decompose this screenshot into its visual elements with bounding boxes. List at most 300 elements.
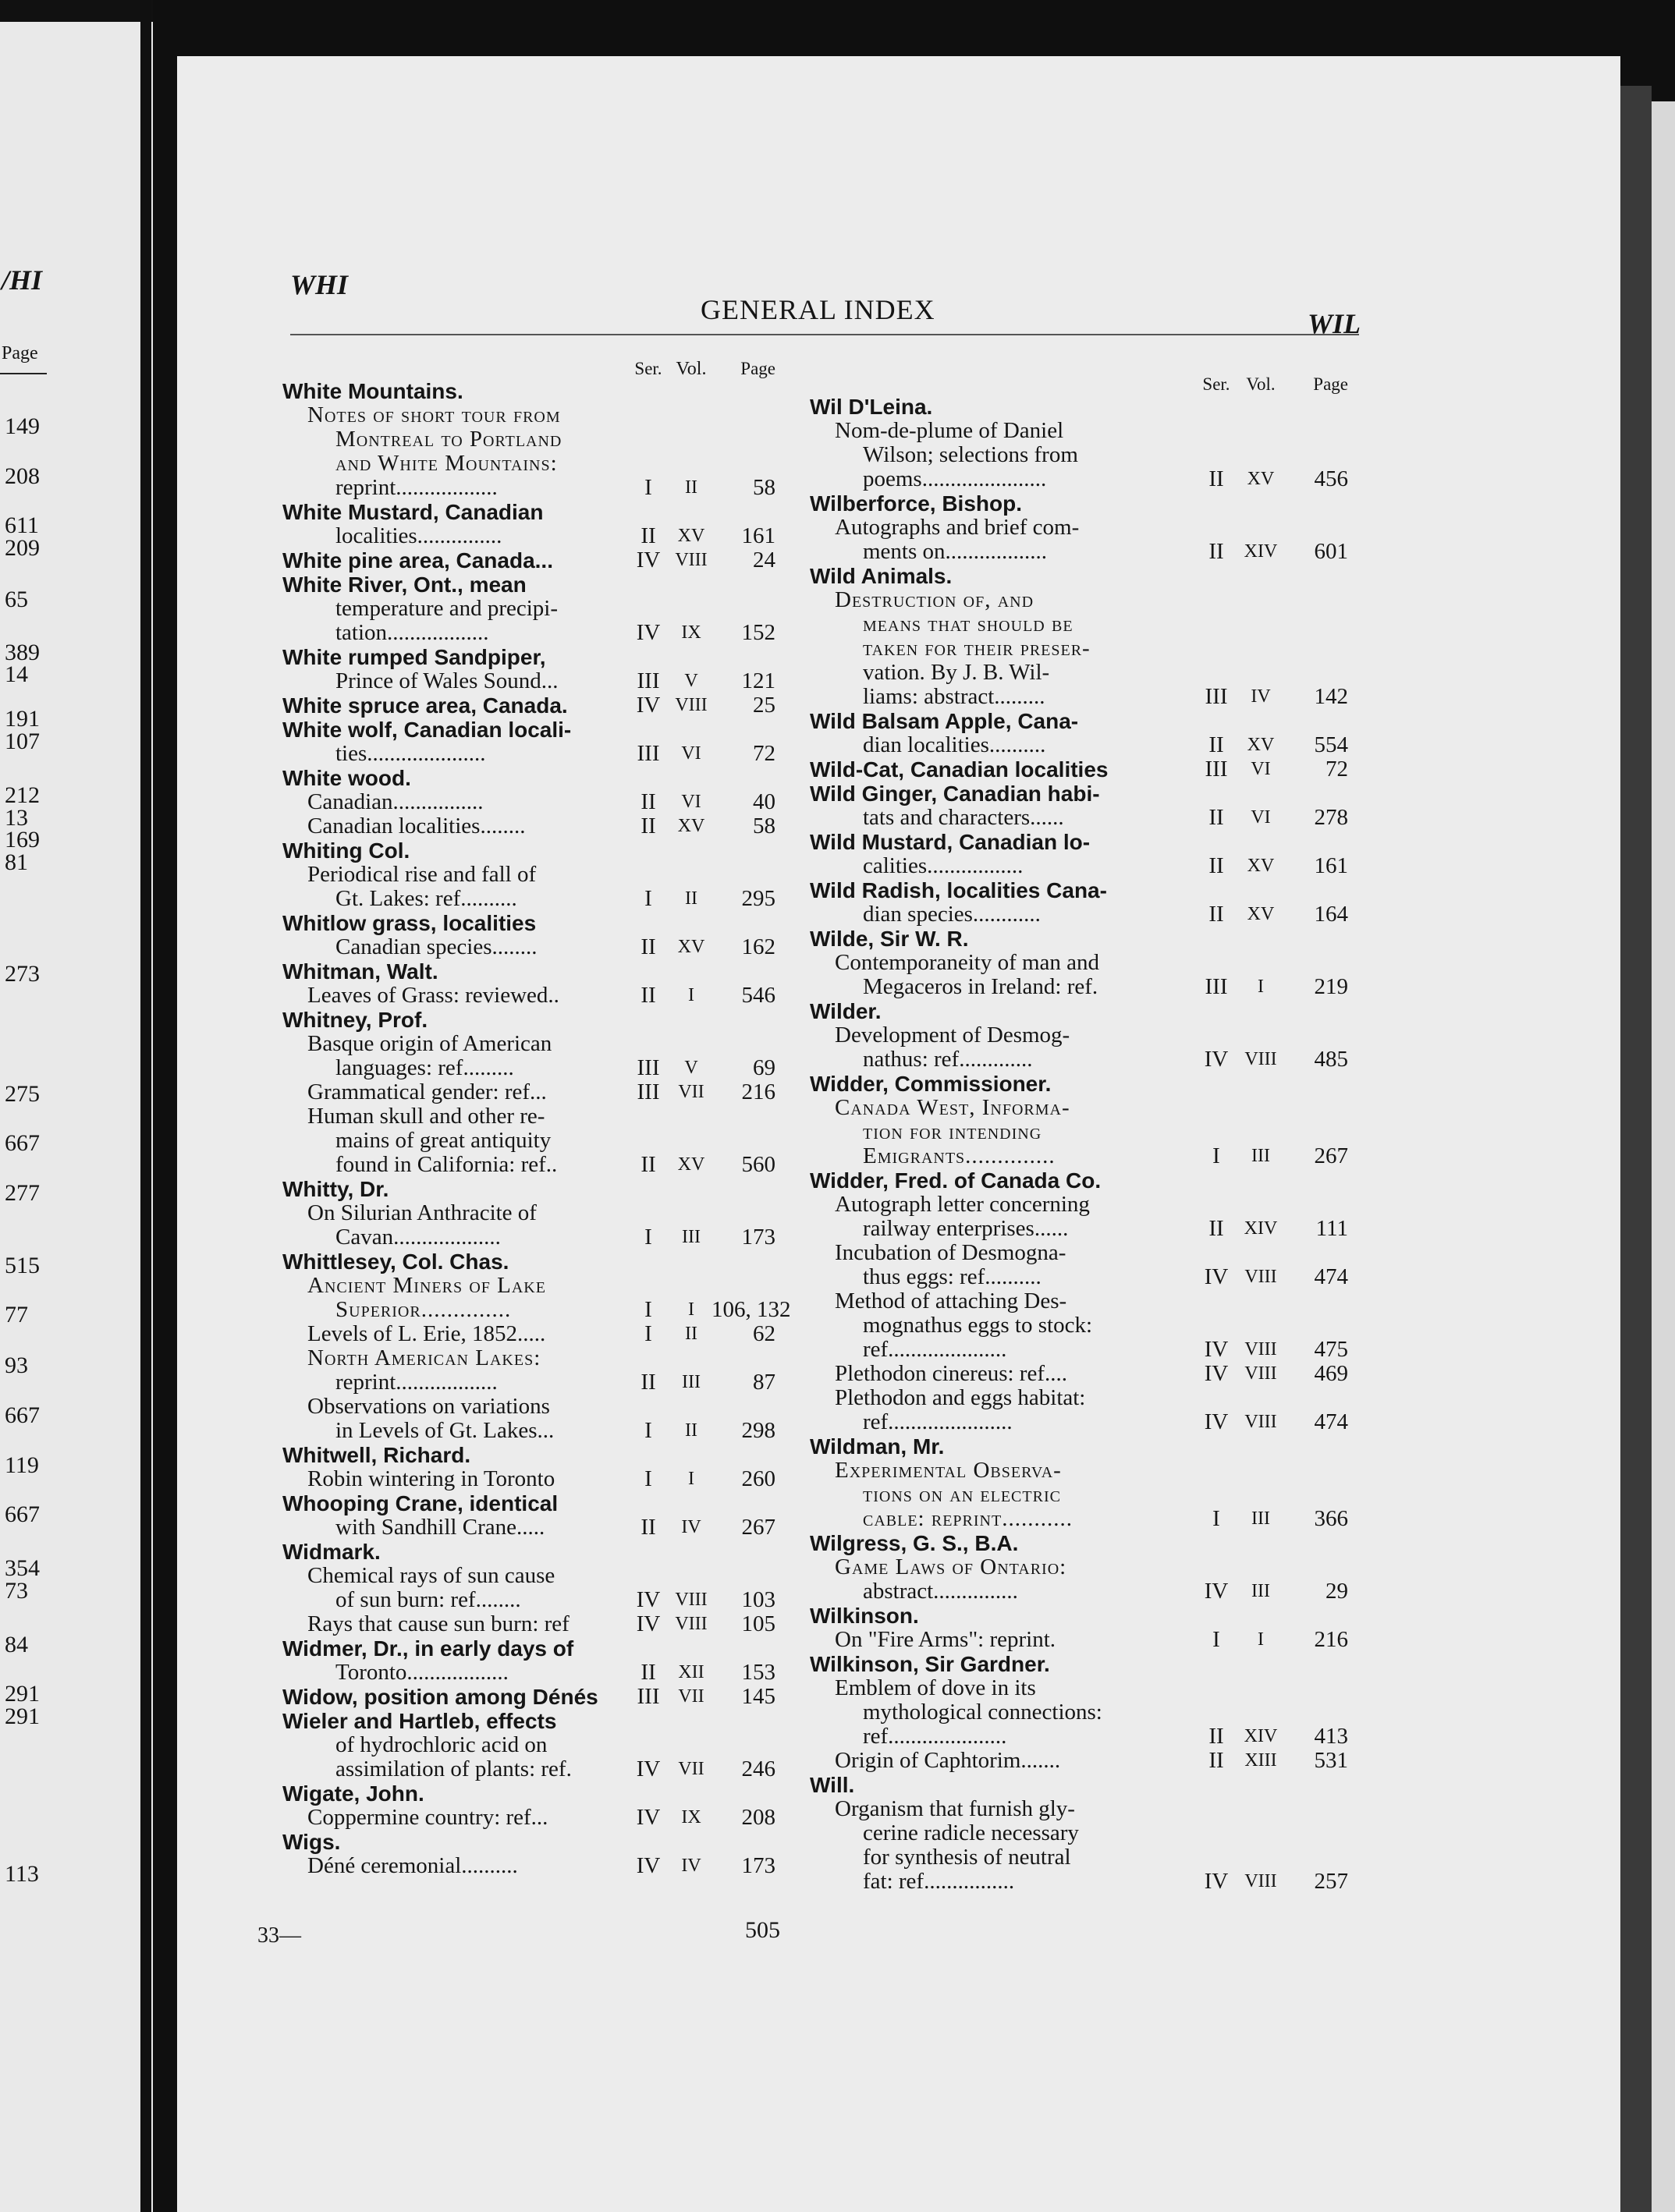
left-page-number: 13 bbox=[5, 805, 28, 831]
volume-number: IV bbox=[1251, 686, 1271, 707]
index-column-right bbox=[810, 374, 1364, 1894]
series-number: IV bbox=[636, 1587, 661, 1612]
page-reference: 219 bbox=[1314, 974, 1348, 999]
volume-number: XV bbox=[1247, 904, 1275, 924]
volume-number: V bbox=[684, 671, 698, 691]
volume-number: XIV bbox=[1244, 1726, 1278, 1746]
entry-text: Grammatical gender: ref... bbox=[307, 1080, 547, 1104]
index-subentry-line bbox=[810, 1313, 1364, 1338]
entry-text: Autographs and brief com- bbox=[835, 516, 1080, 540]
entry-text: Megaceros in Ireland: ref. bbox=[863, 975, 1098, 999]
volume-number: VIII bbox=[1244, 1871, 1277, 1891]
gutter-shadow bbox=[140, 0, 151, 2212]
volume-number: XV bbox=[1247, 856, 1275, 876]
volume-number: IV bbox=[681, 1856, 701, 1876]
index-subentry-line bbox=[282, 1056, 813, 1080]
index-heading-line bbox=[282, 1781, 813, 1806]
entry-text: of sun burn: ref........ bbox=[335, 1588, 521, 1612]
index-subentry-line bbox=[810, 540, 1364, 564]
left-page-number: 81 bbox=[5, 849, 28, 875]
entry-text: Basque origin of American bbox=[307, 1032, 552, 1056]
entry-heading: Whittlesey, Col. Chas. bbox=[282, 1250, 509, 1274]
left-page-number: 77 bbox=[5, 1302, 28, 1328]
entry-text: Toronto.................. bbox=[335, 1661, 509, 1685]
page-reference: 161 bbox=[1314, 853, 1348, 878]
right-entries bbox=[810, 395, 1364, 1894]
index-heading-line bbox=[810, 927, 1364, 951]
entry-text: dian localities.......... bbox=[863, 733, 1046, 757]
index-heading-line bbox=[282, 1830, 813, 1854]
index-heading-line bbox=[282, 911, 813, 935]
series-number: II bbox=[1208, 805, 1224, 830]
index-heading-line bbox=[810, 1531, 1364, 1555]
entry-text: railway enterprises...... bbox=[863, 1217, 1069, 1241]
ser-heading: Ser. bbox=[634, 359, 662, 378]
index-subentry-line bbox=[282, 403, 813, 427]
volume-number: III bbox=[682, 1372, 701, 1392]
index-heading-line bbox=[282, 645, 813, 669]
entry-text: mognathus eggs to stock: bbox=[863, 1313, 1093, 1338]
index-subentry-line bbox=[810, 612, 1364, 636]
entry-text: tions on an electric bbox=[863, 1483, 1061, 1507]
entry-text: means that should be bbox=[863, 612, 1073, 636]
entry-text: Ancient Miners of Lake bbox=[307, 1274, 546, 1298]
entry-text: Robin wintering in Toronto bbox=[307, 1467, 555, 1491]
entry-heading: Widder, Fred. of Canada Co. bbox=[810, 1168, 1102, 1193]
ser-heading: Ser. bbox=[1202, 374, 1230, 394]
page-reference: 164 bbox=[1314, 902, 1348, 927]
index-subentry-line bbox=[282, 1854, 813, 1878]
series-number: II bbox=[641, 1370, 656, 1395]
entry-heading: Wieler and Hartleb, effects bbox=[282, 1709, 557, 1733]
left-page-number: 667 bbox=[5, 1501, 40, 1527]
entry-heading: Whitlow grass, localities bbox=[282, 911, 537, 935]
page-edge bbox=[1652, 101, 1675, 2212]
entry-text: tation.................. bbox=[335, 621, 489, 645]
entry-text: fat: ref................ bbox=[863, 1870, 1015, 1894]
entry-text: Origin of Caphtorim....... bbox=[835, 1749, 1061, 1773]
index-subentry-line bbox=[282, 935, 813, 959]
volume-number: XIII bbox=[1244, 1750, 1277, 1771]
entry-text: Game Laws of Ontario: bbox=[835, 1555, 1067, 1579]
series-number: IV bbox=[636, 1805, 661, 1830]
left-page-number: 515 bbox=[5, 1253, 40, 1278]
volume-number: VI bbox=[681, 792, 701, 812]
page-reference: 474 bbox=[1314, 1409, 1348, 1434]
index-subentry-line bbox=[810, 1265, 1364, 1289]
index-subentry-line bbox=[810, 1023, 1364, 1048]
index-heading-line bbox=[810, 830, 1364, 854]
index-subentry-line bbox=[282, 1733, 813, 1757]
page-reference: 560 bbox=[741, 1152, 775, 1177]
entry-heading: White Mustard, Canadian bbox=[282, 500, 544, 524]
series-number: IV bbox=[1204, 1047, 1229, 1072]
index-subentry-line bbox=[810, 1725, 1364, 1749]
entry-text: On "Fire Arms": reprint. bbox=[835, 1628, 1056, 1652]
entry-heading: Widmark. bbox=[282, 1540, 381, 1564]
index-subentry-line bbox=[810, 1459, 1364, 1483]
page-reference: 278 bbox=[1314, 805, 1348, 830]
left-page-number: 667 bbox=[5, 1402, 40, 1428]
entry-heading: Wilder. bbox=[810, 999, 882, 1023]
left-page-number: 611 bbox=[5, 512, 39, 538]
index-subentry-line bbox=[282, 887, 813, 911]
index-heading-line bbox=[282, 766, 813, 790]
index-subentry-line bbox=[810, 1797, 1364, 1821]
index-subentry-line bbox=[810, 467, 1364, 491]
entry-text: Notes of short tour from bbox=[307, 403, 561, 427]
entry-heading: Wigs. bbox=[282, 1830, 341, 1854]
volume-number: VIII bbox=[675, 695, 708, 715]
page-reference: 87 bbox=[753, 1370, 775, 1395]
entry-heading: Wilkinson, Sir Gardner. bbox=[810, 1652, 1050, 1676]
page-reference: 173 bbox=[741, 1853, 775, 1878]
index-subentry-line bbox=[282, 621, 813, 645]
index-subentry-line bbox=[810, 1096, 1364, 1120]
index-subentry-line bbox=[810, 661, 1364, 685]
index-subentry-line bbox=[282, 1588, 813, 1612]
series-number: II bbox=[641, 934, 656, 959]
index-subentry-line bbox=[282, 597, 813, 621]
volume-number: XV bbox=[677, 937, 705, 957]
index-subentry-line bbox=[282, 1201, 813, 1225]
page-reference: 469 bbox=[1314, 1361, 1348, 1386]
left-page-number: 273 bbox=[5, 961, 40, 987]
page-reference: 29 bbox=[1325, 1579, 1348, 1604]
entry-heading: Wild-Cat, Canadian localities bbox=[810, 757, 1109, 782]
index-heading-line bbox=[282, 693, 813, 718]
left-page-number: 354 bbox=[5, 1555, 40, 1581]
page-reference: 111 bbox=[1315, 1216, 1348, 1241]
entry-text: cable: reprint........... bbox=[863, 1507, 1073, 1531]
entry-heading: Wilde, Sir W. R. bbox=[810, 927, 969, 951]
index-heading-line bbox=[810, 564, 1364, 588]
index-subentry-line bbox=[282, 1274, 813, 1298]
entry-text: reprint.................. bbox=[335, 1370, 498, 1395]
index-subentry-line bbox=[810, 1483, 1364, 1507]
entry-text: Incubation of Desmogna- bbox=[835, 1241, 1066, 1265]
entry-heading: Wil D'Leina. bbox=[810, 395, 933, 419]
index-heading-line bbox=[282, 959, 813, 984]
index-subentry-line bbox=[282, 790, 813, 814]
entry-text: Nom-de-plume of Daniel bbox=[835, 419, 1064, 443]
index-subentry-line bbox=[810, 1144, 1364, 1168]
index-subentry-line bbox=[810, 1579, 1364, 1604]
series-number: II bbox=[1208, 902, 1224, 927]
index-subentry-line bbox=[282, 1153, 813, 1177]
entry-text: abstract............... bbox=[863, 1579, 1018, 1604]
entry-text: calities................. bbox=[863, 854, 1024, 878]
entry-text: ties..................... bbox=[335, 742, 486, 766]
volume-number: XV bbox=[1247, 469, 1275, 489]
series-number: III bbox=[637, 741, 660, 766]
index-subentry-line bbox=[282, 1419, 813, 1443]
series-number: III bbox=[1205, 974, 1228, 999]
index-subentry-line bbox=[282, 1467, 813, 1491]
left-page-number: 667 bbox=[5, 1130, 40, 1156]
left-page-number: 119 bbox=[5, 1452, 39, 1478]
entry-heading: Whitwell, Richard. bbox=[282, 1443, 471, 1467]
index-subentry-line bbox=[810, 1120, 1364, 1144]
entry-text: of hydrochloric acid on bbox=[335, 1733, 548, 1757]
page-reference: 295 bbox=[741, 886, 775, 911]
entry-text: Emigrants.............. bbox=[863, 1144, 1056, 1168]
volume-number: VII bbox=[678, 1759, 704, 1779]
series-number: II bbox=[1208, 539, 1224, 564]
series-number: II bbox=[1208, 1216, 1224, 1241]
index-subentry-line bbox=[810, 1507, 1364, 1531]
index-column-left bbox=[282, 359, 813, 1878]
left-page-number: 149 bbox=[5, 413, 40, 439]
entry-text: Canadian species........ bbox=[335, 935, 538, 959]
volume-number: XV bbox=[677, 816, 705, 836]
page-reference: 267 bbox=[1314, 1143, 1348, 1168]
index-heading-line bbox=[810, 1434, 1364, 1459]
entry-heading: Wild Mustard, Canadian lo- bbox=[810, 830, 1091, 854]
page-reference: 142 bbox=[1314, 684, 1348, 709]
series-number: II bbox=[641, 1660, 656, 1685]
index-heading-line bbox=[282, 572, 813, 597]
index-subentry-line bbox=[810, 806, 1364, 830]
series-number: IV bbox=[1204, 1869, 1229, 1894]
entry-text: Human skull and other re- bbox=[307, 1104, 545, 1129]
series-number: III bbox=[1205, 684, 1228, 709]
volume-number: IX bbox=[681, 1807, 701, 1827]
index-heading-line bbox=[282, 1709, 813, 1733]
entry-text: On Silurian Anthracite of bbox=[307, 1201, 537, 1225]
entry-heading: White pine area, Canada... bbox=[282, 548, 553, 572]
entry-heading: Wild Radish, localities Cana- bbox=[810, 878, 1107, 902]
volume-number: III bbox=[1251, 1581, 1270, 1601]
page-reference: 153 bbox=[741, 1660, 775, 1685]
page-reference: 298 bbox=[741, 1418, 775, 1443]
left-page-number: 65 bbox=[5, 587, 28, 612]
left-page-number: 73 bbox=[5, 1578, 28, 1604]
volume-number: III bbox=[682, 1227, 701, 1247]
entry-text: Observations on variations bbox=[307, 1395, 550, 1419]
left-page-fragment bbox=[0, 0, 153, 2212]
page-heading: Page bbox=[740, 359, 775, 378]
volume-number: II bbox=[685, 1420, 697, 1441]
column-headings bbox=[282, 359, 813, 379]
entry-text: found in California: ref.. bbox=[335, 1153, 558, 1177]
index-heading-line bbox=[282, 1008, 813, 1032]
index-heading-line bbox=[282, 500, 813, 524]
page-reference: 260 bbox=[741, 1466, 775, 1491]
index-subentry-line bbox=[810, 1193, 1364, 1217]
entry-text: reprint.................. bbox=[335, 476, 498, 500]
entry-text: for synthesis of neutral bbox=[863, 1845, 1071, 1870]
entry-text: Canada West, Informa- bbox=[835, 1096, 1070, 1120]
index-heading-line bbox=[810, 1072, 1364, 1096]
entry-heading: White River, Ont., mean bbox=[282, 572, 527, 597]
entry-heading: Wildman, Mr. bbox=[810, 1434, 945, 1459]
entry-heading: Wilberforce, Bishop. bbox=[810, 491, 1023, 516]
volume-number: VIII bbox=[675, 1614, 708, 1634]
index-subentry-line bbox=[810, 588, 1364, 612]
volume-number: II bbox=[685, 1324, 697, 1344]
page-reference: 145 bbox=[741, 1684, 775, 1709]
index-subentry-line bbox=[810, 685, 1364, 709]
entry-text: Levels of L. Erie, 1852..... bbox=[307, 1322, 546, 1346]
series-number: II bbox=[1208, 853, 1224, 878]
entry-text: Plethodon cinereus: ref.... bbox=[835, 1362, 1067, 1386]
index-heading-line bbox=[810, 1168, 1364, 1193]
index-subentry-line bbox=[282, 1080, 813, 1104]
entry-text: assimilation of plants: ref. bbox=[335, 1757, 572, 1781]
series-number: I bbox=[1212, 1506, 1220, 1531]
series-number: IV bbox=[636, 693, 661, 718]
index-subentry-line bbox=[282, 1322, 813, 1346]
page-reference: 216 bbox=[741, 1079, 775, 1104]
index-subentry-line bbox=[810, 516, 1364, 540]
entry-text: Contemporaneity of man and bbox=[835, 951, 1100, 975]
entry-text: dian species............ bbox=[863, 902, 1041, 927]
series-number: IV bbox=[636, 1611, 661, 1636]
left-page-number: 291 bbox=[5, 1703, 40, 1729]
series-number: II bbox=[1208, 466, 1224, 491]
index-subentry-line bbox=[810, 1386, 1364, 1410]
index-heading-line bbox=[282, 1540, 813, 1564]
index-heading-line bbox=[282, 379, 813, 403]
page-reference: 162 bbox=[741, 934, 775, 959]
entry-text: localities............... bbox=[335, 524, 502, 548]
series-number: I bbox=[644, 1297, 652, 1322]
series-number: I bbox=[644, 1418, 652, 1443]
series-number: I bbox=[644, 475, 652, 500]
entry-text: nathus: ref............. bbox=[863, 1048, 1033, 1072]
index-subentry-line bbox=[282, 1032, 813, 1056]
index-subentry-line bbox=[810, 1555, 1364, 1579]
index-heading-line bbox=[282, 1636, 813, 1661]
left-page-number: 209 bbox=[5, 535, 40, 561]
entry-text: Method of attaching Des- bbox=[835, 1289, 1067, 1313]
volume-number: VIII bbox=[1244, 1363, 1277, 1384]
entry-text: tion for intending bbox=[863, 1120, 1042, 1144]
volume-number: II bbox=[685, 477, 697, 498]
index-subentry-line bbox=[810, 1217, 1364, 1241]
entry-text: Canadian................ bbox=[307, 790, 484, 814]
entry-text: North American Lakes: bbox=[307, 1346, 541, 1370]
left-running-header: /HI bbox=[2, 264, 43, 296]
series-number: I bbox=[644, 1466, 652, 1491]
page-reference: 161 bbox=[741, 523, 775, 548]
index-subentry-line bbox=[282, 1661, 813, 1685]
index-heading-line bbox=[810, 1773, 1364, 1797]
series-number: I bbox=[644, 1225, 652, 1250]
page-edge-shadow bbox=[1620, 86, 1652, 2212]
series-number: IV bbox=[1204, 1409, 1229, 1434]
entry-heading: Wilkinson. bbox=[810, 1604, 919, 1628]
page-reference: 173 bbox=[741, 1225, 775, 1250]
volume-number: IV bbox=[681, 1517, 701, 1537]
page-reference: 152 bbox=[741, 620, 775, 645]
index-subentry-line bbox=[282, 1346, 813, 1370]
left-page-number: 208 bbox=[5, 463, 40, 489]
index-subentry-line bbox=[810, 1845, 1364, 1870]
index-heading-line bbox=[810, 782, 1364, 806]
series-number: III bbox=[637, 1079, 660, 1104]
series-number: IV bbox=[1204, 1361, 1229, 1386]
index-subentry-line bbox=[282, 984, 813, 1008]
index-subentry-line bbox=[810, 854, 1364, 878]
index-subentry-line bbox=[282, 427, 813, 452]
series-number: II bbox=[641, 983, 656, 1008]
series-number: I bbox=[1212, 1627, 1220, 1652]
series-number: IV bbox=[1204, 1579, 1229, 1604]
entry-heading: Whooping Crane, identical bbox=[282, 1491, 559, 1515]
series-number: II bbox=[1208, 732, 1224, 757]
page-reference: 546 bbox=[741, 983, 775, 1008]
entry-text: Autograph letter concerning bbox=[835, 1193, 1090, 1217]
entry-text: Development of Desmog- bbox=[835, 1023, 1070, 1048]
volume-number: I bbox=[1258, 977, 1264, 997]
volume-number: I bbox=[1258, 1629, 1264, 1650]
index-subentry-line bbox=[282, 1225, 813, 1250]
page-reference: 58 bbox=[753, 475, 775, 500]
entry-text: ref..................... bbox=[863, 1338, 1007, 1362]
index-subentry-line bbox=[282, 742, 813, 766]
vol-heading: Vol. bbox=[676, 359, 707, 379]
entry-text: with Sandhill Crane..... bbox=[335, 1515, 545, 1540]
entry-text: in Levels of Gt. Lakes... bbox=[335, 1419, 555, 1443]
entry-text: Montreal to Portland bbox=[335, 427, 562, 452]
volume-number: VI bbox=[1251, 759, 1271, 779]
left-page-number: 191 bbox=[5, 706, 40, 732]
entry-text: Superior.............. bbox=[335, 1298, 512, 1322]
series-number: IV bbox=[1204, 1264, 1229, 1289]
entry-text: Leaves of Grass: reviewed.. bbox=[307, 984, 559, 1008]
entry-text: Cavan................... bbox=[335, 1225, 501, 1250]
page-reference: 601 bbox=[1314, 539, 1348, 564]
top-shadow bbox=[0, 0, 153, 22]
series-number: III bbox=[637, 1684, 660, 1709]
volume-number: I bbox=[688, 1469, 694, 1489]
volume-number: III bbox=[1251, 1146, 1270, 1166]
series-number: II bbox=[641, 523, 656, 548]
index-subentry-line bbox=[282, 1515, 813, 1540]
page-reference: 72 bbox=[753, 741, 775, 766]
volume-number: VII bbox=[678, 1686, 704, 1707]
left-page-number: 169 bbox=[5, 827, 40, 853]
index-heading-line bbox=[810, 395, 1364, 419]
page-number: 505 bbox=[745, 1917, 780, 1943]
page-reference: 531 bbox=[1314, 1748, 1348, 1773]
volume-number: XII bbox=[678, 1662, 704, 1682]
page-reference: 208 bbox=[741, 1805, 775, 1830]
entry-text: Experimental Observa- bbox=[835, 1459, 1062, 1483]
index-subentry-line bbox=[282, 1612, 813, 1636]
series-number: II bbox=[1208, 1724, 1224, 1749]
entry-text: thus eggs: ref.......... bbox=[863, 1265, 1042, 1289]
entry-text: ref...................... bbox=[863, 1410, 1013, 1434]
entry-heading: Wild Animals. bbox=[810, 564, 953, 588]
vol-heading: Vol. bbox=[1246, 374, 1276, 394]
series-number: II bbox=[641, 1152, 656, 1177]
index-subentry-line bbox=[810, 1362, 1364, 1386]
left-page-column-label: Page bbox=[2, 343, 38, 363]
volume-number: VIII bbox=[1244, 1412, 1277, 1432]
volume-number: XV bbox=[677, 526, 705, 546]
page-heading: Page bbox=[1313, 374, 1348, 394]
entry-heading: Widder, Commissioner. bbox=[810, 1072, 1052, 1096]
volume-number: VIII bbox=[675, 550, 708, 570]
page-reference: 485 bbox=[1314, 1047, 1348, 1072]
entry-text: Prince of Wales Sound... bbox=[335, 669, 559, 693]
left-page-number: 212 bbox=[5, 782, 40, 808]
entry-text: languages: ref......... bbox=[335, 1056, 514, 1080]
page-reference: 474 bbox=[1314, 1264, 1348, 1289]
